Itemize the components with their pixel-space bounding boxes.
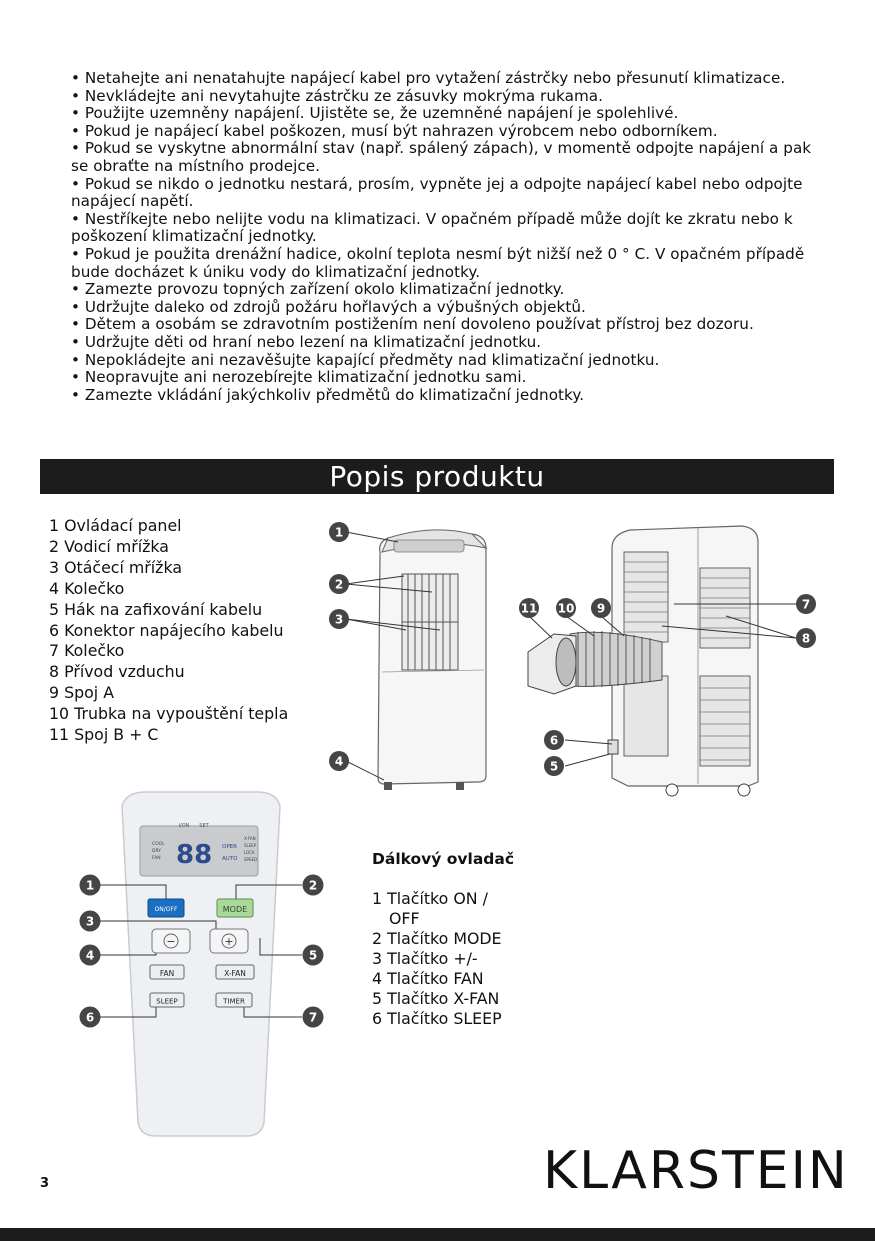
list-item: • Netahejte ani nenatahujte napájecí kabel pro vytažení zástrčky nebo přesunutí klimatizace.	[71, 69, 786, 87]
exhaust-hose	[570, 631, 662, 687]
wheel	[738, 784, 750, 796]
power-connector	[608, 740, 618, 754]
list-item: • Pokud je použita drenážní hadice, okolní teplota nesmí být nižší než 0 ° C. V opačném případě bude docházet k úniku vody do klimatizační jednotky.	[71, 244, 805, 281]
list-item: • Zamezte provozu topných zařízení okolo klimatizační jednotky.	[71, 280, 565, 299]
svg-text:8: 8	[801, 631, 811, 646]
callout-7	[303, 1007, 324, 1028]
remote-list-item: 6 Tlačítko SLEEP	[372, 1009, 502, 1028]
list-item: • Nevkládejte ani nevytahujte zástrčku ze zásuvky mokrýma rukama.	[71, 86, 604, 105]
callout-6	[80, 1007, 101, 1028]
svg-text:2: 2	[308, 878, 318, 893]
svg-text:OPER: OPER	[222, 844, 237, 850]
svg-text:AUTO: AUTO	[222, 856, 238, 862]
callout-4	[80, 945, 101, 966]
section-title-banner: Popis produktu	[40, 459, 834, 494]
remote-control-figure	[76, 790, 336, 1140]
list-item: • Pokud je napájecí kabel poškozen, musí být nahrazen výrobcem nebo odborníkem.	[71, 121, 718, 140]
svg-text:1: 1	[85, 878, 95, 893]
callout-10	[556, 598, 576, 618]
parts-list-item: 2 Vodicí mřížka	[49, 536, 169, 556]
svg-text:SET: SET	[199, 823, 209, 829]
list-item: • Udržujte děti od hraní nebo lezení na klimatizační jednotku.	[71, 332, 542, 351]
svg-text:−: −	[166, 935, 176, 948]
svg-text:2: 2	[334, 577, 344, 592]
list-item: • Použijte uzemněny napájení. Ujistěte se, že uzemněné napájení je spolehlivé.	[71, 104, 679, 123]
svg-text:6: 6	[85, 1010, 95, 1025]
callout-2	[329, 574, 349, 594]
list-item: • Zamezte vkládání jakýchkoliv předmětů do klimatizační jednotky.	[71, 385, 585, 404]
svg-text:SLEEP: SLEEP	[156, 997, 178, 1006]
louver-grille	[402, 574, 458, 670]
svg-text:11: 11	[520, 601, 538, 616]
callout-8	[796, 628, 816, 648]
svg-text:ON/OFF: ON/OFF	[154, 906, 178, 913]
callout-4	[329, 751, 349, 771]
wheel	[666, 784, 678, 796]
list-item: • Pokud se nikdo o jednotku nestará, prosím, vypněte jej a odpojte napájecí kabel nebo odpojte napájecí napětí.	[71, 174, 803, 211]
svg-text:9: 9	[596, 601, 606, 616]
parts-list-item: 11 Spoj B + C	[49, 725, 159, 745]
svg-text:10: 10	[557, 601, 575, 616]
wheel	[456, 782, 464, 790]
callout-7	[796, 594, 816, 614]
callout-5	[303, 945, 324, 966]
svg-text:I/ON: I/ON	[178, 823, 190, 829]
svg-text:7: 7	[308, 1010, 318, 1025]
parts-list-item: 3 Otáčecí mřížka	[49, 557, 182, 577]
svg-text:3: 3	[85, 914, 95, 929]
svg-text:SLEEP: SLEEP	[244, 843, 257, 848]
list-item: • Pokud se vyskytne abnormální stav (např. spálený zápach), v momentě odpojte napájení a pak se obraťte na místního prodejce.	[71, 139, 812, 175]
svg-text:4: 4	[334, 754, 344, 769]
callout-2	[303, 875, 324, 896]
svg-text:7: 7	[801, 597, 811, 612]
svg-text:X-FAN: X-FAN	[224, 969, 246, 978]
parts-list-item: 9 Spoj A	[49, 683, 115, 703]
remote-list-item: 1 Tlačítko ON / OFF	[372, 889, 488, 928]
safety-instructions-list	[71, 70, 831, 404]
svg-text:LOCK: LOCK	[244, 850, 255, 855]
parts-list-item: 6 Konektor napájecího kabelu	[49, 620, 284, 640]
control-panel	[394, 540, 464, 552]
page-number: 3	[40, 1176, 50, 1191]
svg-text:6: 6	[549, 733, 559, 748]
parts-list-item: 8 Přívod vzduchu	[49, 662, 185, 682]
callout-5	[544, 756, 564, 776]
remote-list-item: 2 Tlačítko MODE	[372, 929, 502, 948]
parts-list-item: 1 Ovládací panel	[49, 516, 182, 535]
svg-text:4: 4	[85, 948, 95, 963]
callout-3	[329, 609, 349, 629]
callout-9	[591, 598, 611, 618]
remote-list-item: 5 Tlačítko X-FAN	[372, 989, 500, 1008]
svg-text:3: 3	[334, 612, 344, 627]
svg-text:1: 1	[334, 525, 344, 540]
remote-list-item: 3 Tlačítko +/-	[372, 949, 478, 968]
list-item: • Udržujte daleko od zdrojů požáru hořlavých a výbušných objektů.	[71, 297, 586, 316]
parts-list-item: 4 Kolečko	[49, 578, 125, 598]
list-item: • Nepokládejte ani nezavěšujte kapající předměty nad klimatizační jednotku.	[71, 350, 660, 369]
svg-text:+: +	[224, 935, 234, 948]
footer-bar	[0, 1228, 875, 1241]
parts-list	[49, 516, 288, 746]
callout-11	[519, 598, 539, 618]
list-item: • Neopravujte ani nerozebírejte klimatizační jednotku sami.	[71, 368, 527, 387]
remote-buttons-list	[372, 889, 512, 1029]
back-unit-figure	[512, 516, 824, 801]
list-item: • Dětem a osobám se zdravotním postižením není dovoleno používat přístroj bez dozoru.	[71, 315, 754, 334]
brand-logo: KLARSTEIN	[543, 1141, 849, 1201]
remote-section-title: Dálkový ovladač	[372, 850, 515, 868]
callout-3	[80, 911, 101, 932]
svg-text:SPEED: SPEED	[244, 857, 258, 862]
lcd-digits: 88	[176, 840, 213, 870]
svg-text:MODE: MODE	[222, 905, 248, 914]
parts-list-item: 7 Kolečko	[49, 641, 125, 661]
callout-1	[329, 522, 349, 542]
parts-list-item: 5 Hák na zafixování kabelu	[49, 599, 263, 619]
svg-text:FAN: FAN	[152, 856, 161, 861]
list-item: • Nestříkejte nebo nelijte vodu na klimatizaci. V opačném případě může dojít ke zkratu nebo k poškození klimatizační jednotky.	[71, 209, 793, 246]
front-unit-figure	[322, 512, 502, 797]
svg-text:TIMER: TIMER	[223, 997, 245, 1006]
callout-6	[544, 730, 564, 750]
remote-list-item: 4 Tlačítko FAN	[372, 969, 484, 988]
parts-list-item: 10 Trubka na vypouštění tepla	[49, 704, 289, 724]
callout-1	[80, 875, 101, 896]
svg-text:5: 5	[549, 759, 559, 774]
svg-text:FAN: FAN	[159, 969, 175, 978]
svg-text:5: 5	[308, 948, 318, 963]
wheel	[384, 782, 392, 790]
svg-text:DRY: DRY	[152, 849, 162, 854]
svg-text:COOL: COOL	[152, 842, 165, 847]
svg-text:X-FAN: X-FAN	[244, 836, 256, 841]
